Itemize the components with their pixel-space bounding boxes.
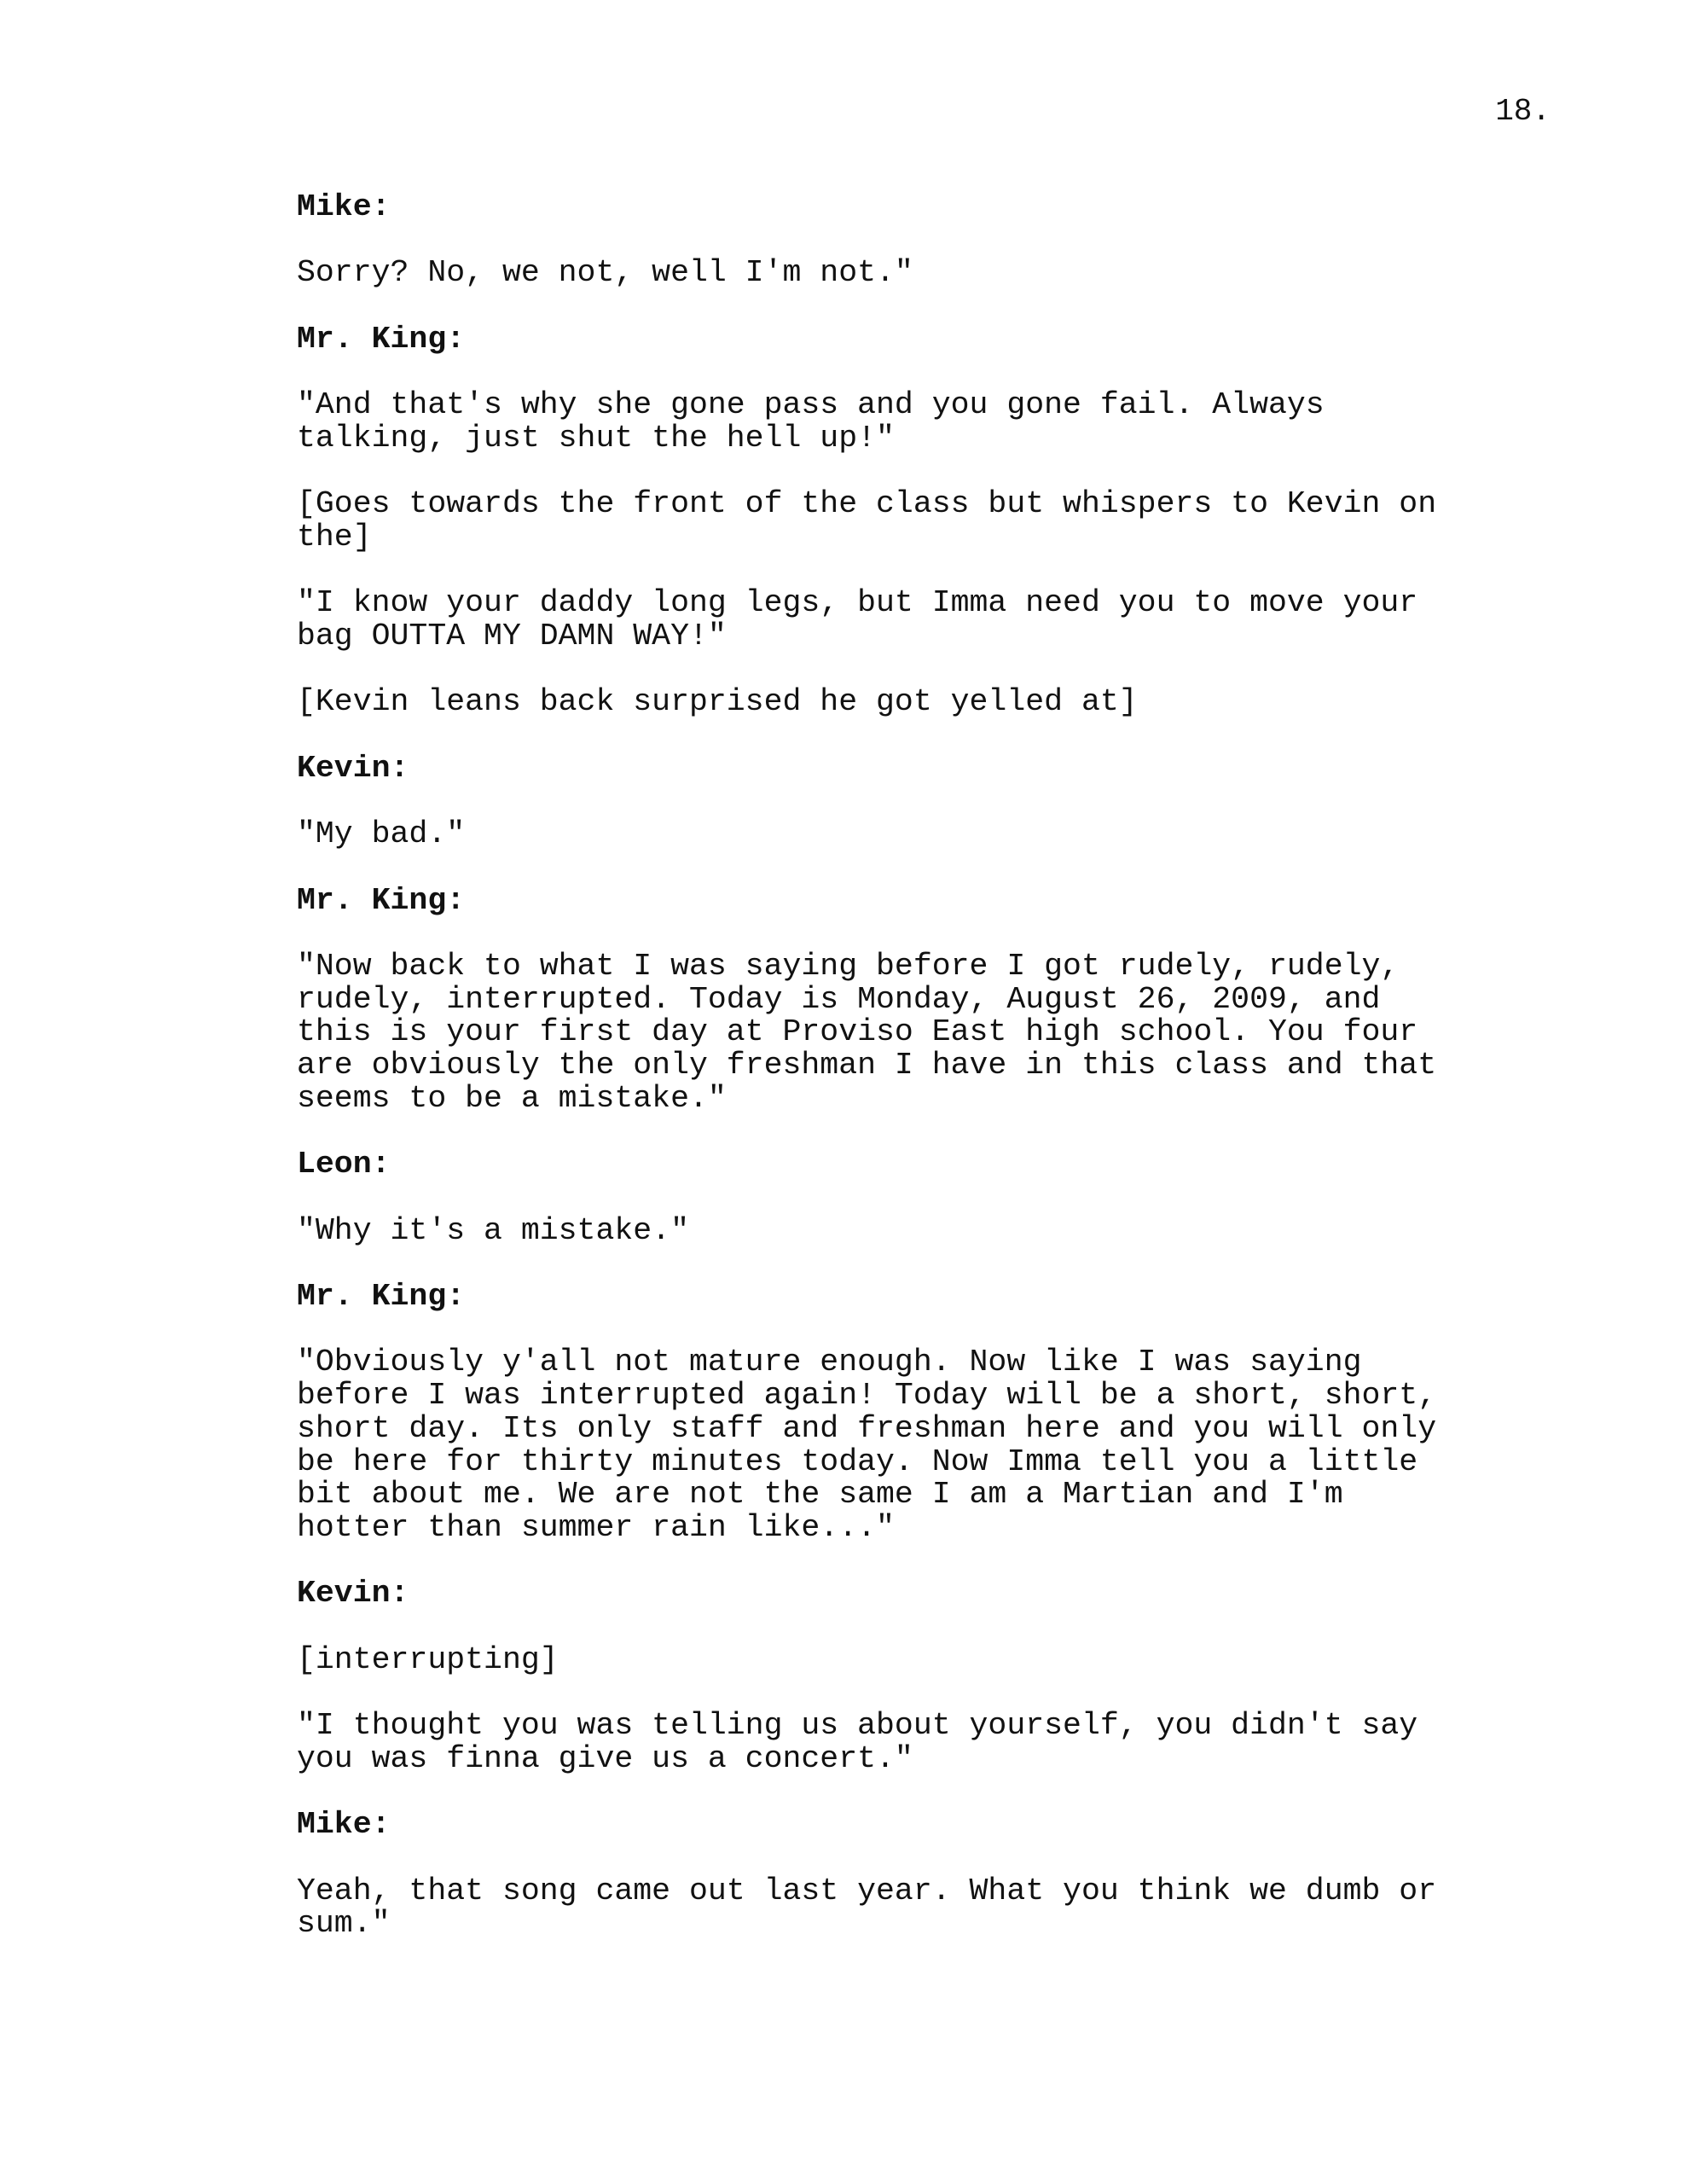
script-body: [297, 191, 1474, 1974]
stage-direction: [interrupting]: [297, 1641, 559, 1677]
speaker-name: Mr. King:: [297, 1279, 466, 1314]
dialogue-line: Sorry? No, we not, well I'm not.": [297, 255, 913, 291]
speaker-name: Mike:: [297, 1807, 391, 1843]
speaker-name: Mr. King:: [297, 882, 466, 918]
dialogue-line: "Why it's a mistake.": [297, 1212, 689, 1248]
dialogue-line: "Obviously y'all not mature enough. Now like I was saying before I was interrupted again! Today will be a short, short, short day. Its only staff and freshman here and you will only be here for thirty minutes today. Now Imma tell you a little bit about me. We are not the same I am a Martian and I'm hotter than summer rain like...": [297, 1345, 1437, 1545]
speaker-name: Kevin:: [297, 750, 409, 786]
dialogue-line: "My bad.": [297, 816, 466, 852]
stage-direction: [Kevin leans back surprised he got yelled at]: [297, 684, 1138, 720]
dialogue-line: "Now back to what I was saying before I got rudely, rudely, rudely, interrupted. Today is Monday, August 26, 2009, and this is your first day at Proviso East high school. You four are obviously the only freshman I have in this class and that seems to be a mistake.": [297, 949, 1437, 1116]
speaker-name: Mr. King:: [297, 321, 466, 357]
speaker-name: Mike:: [297, 189, 391, 224]
speaker-name: Leon:: [297, 1147, 391, 1182]
stage-direction: [Goes towards the front of the class but whispers to Kevin on the]: [297, 486, 1437, 555]
dialogue-line: Yeah, that song came out last year. What you think we dumb or sum.": [297, 1873, 1437, 1942]
speaker-name: Kevin:: [297, 1576, 409, 1612]
dialogue-line: "I know your daddy long legs, but Imma need you to move your bag OUTTA MY DAMN WAY!": [297, 585, 1418, 654]
page-number: 18.: [1495, 94, 1551, 129]
dialogue-line: "I thought you was telling us about yourself, you didn't say you was finna give us a concert.": [297, 1708, 1418, 1776]
dialogue-line: "And that's why she gone pass and you gone fail. Always talking, just shut the hell up!": [297, 387, 1325, 456]
